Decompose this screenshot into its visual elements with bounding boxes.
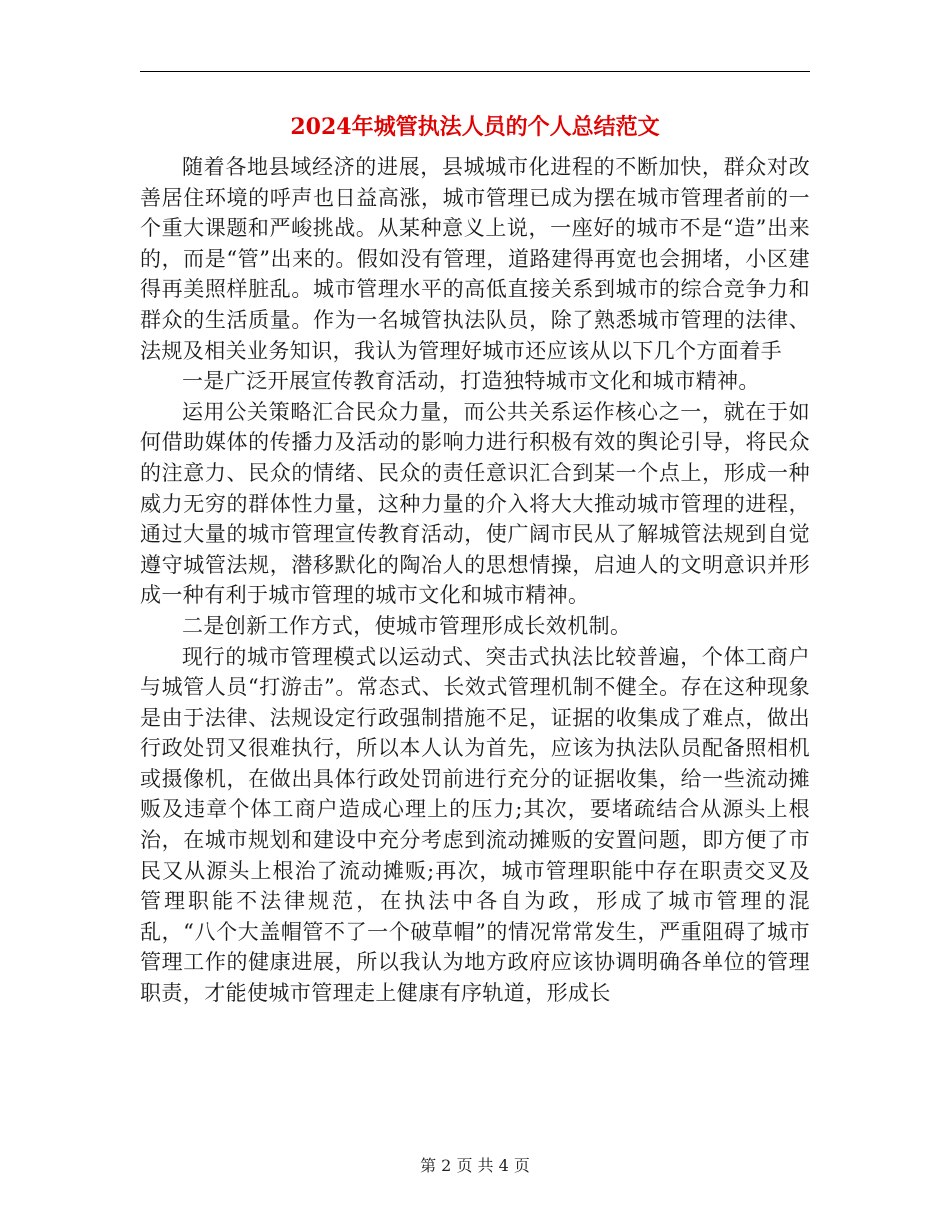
document-title: 2024年城管执法人员的个人总结范文 bbox=[290, 114, 660, 140]
paragraph-point-two-heading: 二是创新工作方式，使城市管理形成长效机制。 bbox=[182, 613, 632, 638]
paragraph-point-one-body: 运用公关策略汇合民众力量，而公共关系运作核心之一，就在于如何借助媒体的传播力及活动的影响力进行积极有效的舆论引导，将民众的注意力、民众的情绪、民众的责任意识汇合到某一个点上，形成一种威力无穷的群体性力量，这种力量的介入将大大推动城市管理的进程，通过大量的城市管理宣传教育活动，使广阔市民从了解城管法规到自觉遵守城管法规，潜移默化的陶冶人的思想情操，启迪人的文明意识并形成一种有利于城市管理的城市文化和城市精神。 bbox=[140, 399, 810, 608]
header-rule bbox=[140, 71, 810, 72]
paragraph-point-one-heading: 一是广泛开展宣传教育活动，打造独特城市文化和城市精神。 bbox=[182, 369, 760, 394]
document-body bbox=[140, 152, 810, 1009]
page-number-footer: 第 2 页 共 4 页 bbox=[420, 1156, 530, 1175]
paragraph-point-two-body: 现行的城市管理模式以运动式、突击式执法比较普遍，个体工商户与城管人员“打游击”。常态式、长效式管理机制不健全。存在这种现象是由于法律、法规设定行政强制措施不足，证据的收集成了难点，做出行政处罚又很难执行，所以本人认为首先，应该为执法队员配备照相机或摄像机，在做出具体行政处罚前进行充分的证据收集，给一些流动摊贩及违章个体工商户造成心理上的压力;其次，要堵疏结合从源头上根治，在城市规划和建设中充分考虑到流动摊贩的安置问题，即方便了市民又从源头上根治了流动摊贩;再次，城市管理职能中存在职责交叉及管理职能不法律规范，在执法中各自为政，形成了城市管理的混乱，“八个大盖帽管不了一个破草帽”的情况常常发生，严重阻碍了城市管理工作的健康进展，所以我认为地方政府应该协调明确各单位的管理职责，才能使城市管理走上健康有序轨道，形成长 bbox=[140, 644, 810, 1006]
paragraph-intro: 随着各地县域经济的进展，县城城市化进程的不断加快，群众对改善居住环境的呼声也日益高涨，城市管理已成为摆在城市管理者前的一个重大课题和严峻挑战。从某种意义上说，一座好的城市不是“造”出来的，而是“管”出来的。假如没有管理，道路建得再宽也会拥堵，小区建得再美照样脏乱。城市管理水平的高低直接关系到城市的综合竞争力和群众的生活质量。作为一名城管执法队员，除了熟悉城市管理的法律、法规及相关业务知识，我认为管理好城市还应该从以下几个方面着手 bbox=[140, 155, 810, 363]
